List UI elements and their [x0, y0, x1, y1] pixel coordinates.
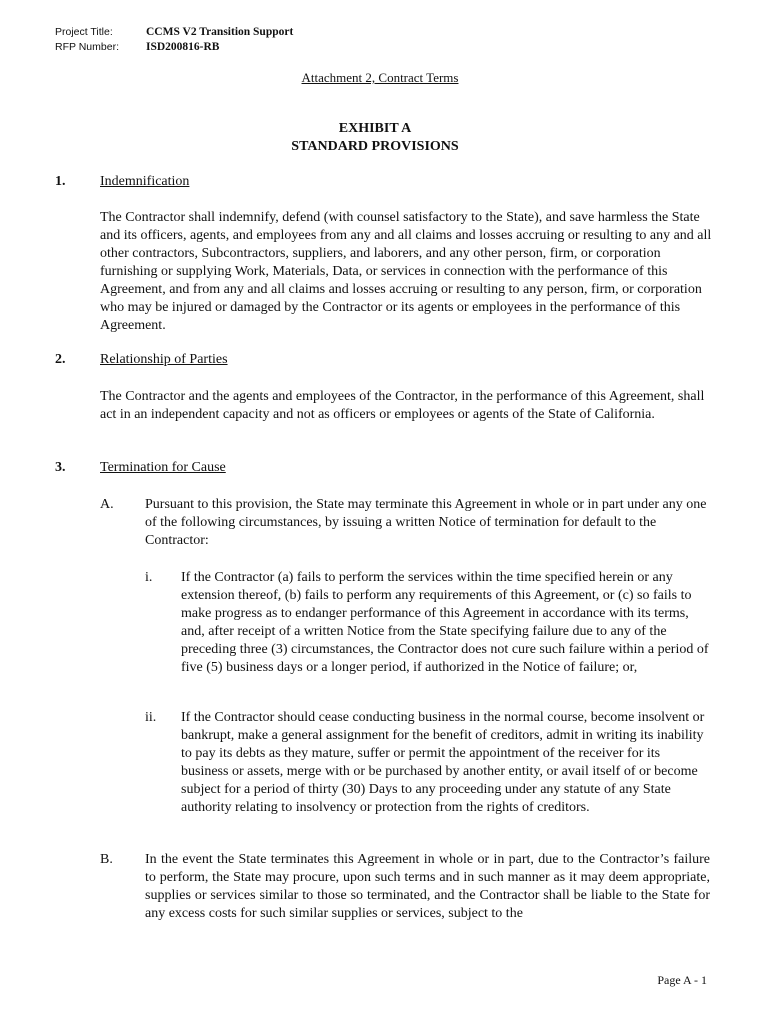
- exhibit-line-1: EXHIBIT A: [338, 121, 412, 136]
- project-title-label: Project Title:: [55, 26, 113, 38]
- section-1-heading: Indemnification: [100, 174, 190, 189]
- rfp-number-label: RFP Number:: [55, 41, 119, 53]
- project-title-value: CCMS V2 Transition Support: [146, 26, 294, 38]
- rfp-number-value: ISD200816-RB: [146, 41, 220, 53]
- item-a-label: A.: [100, 497, 114, 512]
- exhibit-title: [0, 120, 750, 156]
- project-title-row: [55, 25, 293, 39]
- subitem-i-text: If the Contractor (a) fails to perform the services within the time specified herein or any extension thereof, (b) fails to perform any requirements of this Agreement, or (c) so fails to make progress as to endanger performance of this Agreement in accordance with its terms, and, after receipt of a written Notice from the State specifying failure due to any of the preceding three (3) circumstances, the Contractor does not cure such failure within a period of five (5) business days or a longer period, if authorized in the Notice of failure; or,: [181, 570, 709, 675]
- section-1-body: The Contractor shall indemnify, defend (with counsel satisfactory to the State), and save harmless the State and its officers, agents, and employees from any and all claims and losses accruing or resulting to any and all other contractors, Subcontractors, suppliers, and laborers, and any other person, firm, or corporation furnishing or supplying Work, Materials, Data, or services in connection with the performance of this Agreement, and from any and all claims and losses accruing or resulting to any person, firm, or corporation who may be injured or damaged by the Contractor or its agents or employees in the performance of this Agreement.: [100, 210, 712, 333]
- attachment-title: Attachment 2, Contract Terms: [301, 70, 459, 85]
- section-1-number: 1.: [55, 174, 66, 189]
- subitem-ii-text: If the Contractor should cease conducting business in the normal course, become insolvent or bankrupt, make a general assignment for the benefit of creditors, admit in writing its inability to pay its debts as they mature, suffer or permit the appointment of the receiver for its business or assets, merge with or be purchased by another entity, or avail itself of or become subject for a period of thirty (30) Days to any proceeding under any statute of any State authority relating to insolvency or protection from the rights of creditors.: [181, 710, 705, 815]
- rfp-number-row: [55, 40, 219, 54]
- item-b-label: B.: [100, 852, 113, 867]
- item-a-text: Pursuant to this provision, the State may terminate this Agreement in whole or in part under any one of the following circumstances, by issuing a written Notice of termination for default to the Contractor:: [145, 497, 707, 548]
- section-2-number: 2.: [55, 352, 66, 367]
- page-number: Page A - 1: [657, 973, 707, 987]
- subitem-i-label: i.: [145, 570, 153, 585]
- section-2-heading: Relationship of Parties: [100, 352, 228, 367]
- exhibit-line-2: STANDARD PROVISIONS: [291, 139, 459, 154]
- subitem-ii-label: ii.: [145, 710, 157, 725]
- section-2-body: The Contractor and the agents and employees of the Contractor, in the performance of this Agreement, shall act in an independent capacity and not as officers or employees or agents of the State of California.: [100, 389, 705, 422]
- section-3-number: 3.: [55, 460, 66, 475]
- item-b-text: In the event the State terminates this Agreement in whole or in part, due to the Contractor’s failure to perform, the State may procure, upon such terms and in such manner as it may deem appropriate, supplies or services similar to those so terminated, and the Contractor shall be liable to the State for any excess costs for such similar supplies or services, subject to the: [145, 852, 710, 921]
- section-3-heading: Termination for Cause: [100, 460, 226, 475]
